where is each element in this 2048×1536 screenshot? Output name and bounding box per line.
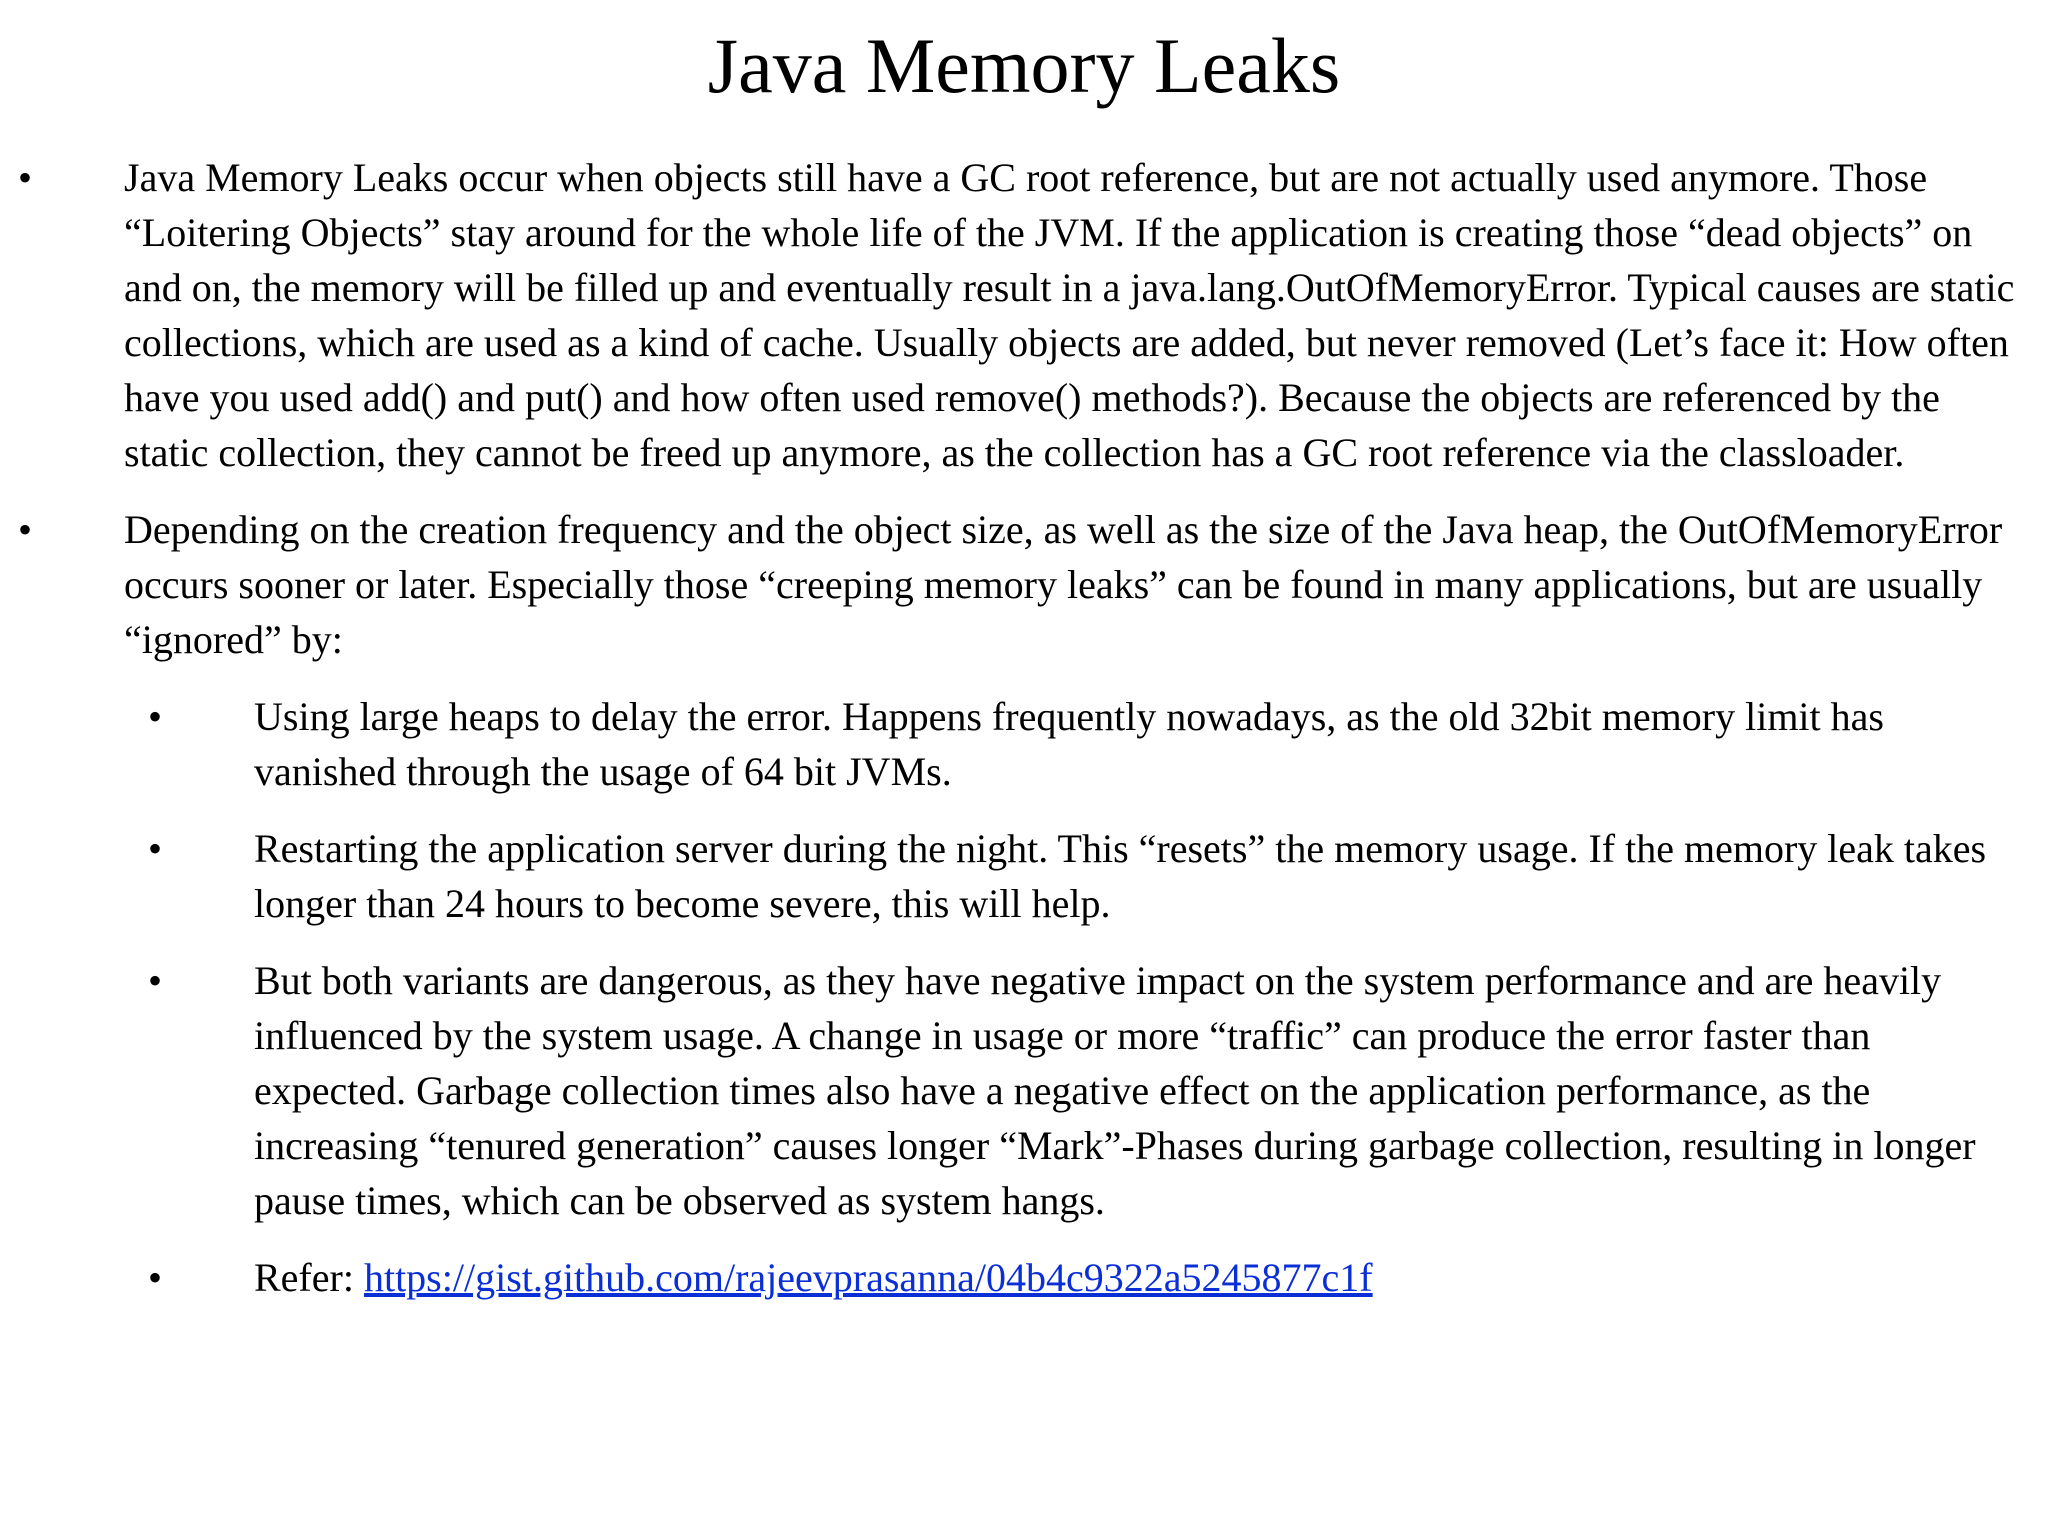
bullet-glyph: • (18, 507, 33, 552)
bullet-glyph: • (18, 155, 33, 200)
sub-bullet-glyph: • (148, 1255, 163, 1300)
bullet-item (0, 150, 2048, 480)
bullet-text: Depending on the creation frequency and the object size, as well as the size of the Java heap, the OutOfMemoryError occurs sooner or later. Especially those “creeping memory leaks” can be found in many applications, but are usually “ignored” by: (124, 507, 2003, 662)
sub-bullet-glyph: • (148, 958, 163, 1003)
sub-bullet-item (0, 953, 2048, 1228)
sub-bullet-glyph: • (148, 826, 163, 871)
sub-bullet-item (0, 689, 2048, 799)
sub-bullet-text: Restarting the application server during the night. This “resets” the memory usage. If the memory leak takes longer than 24 hours to become severe, this will help. (254, 826, 1987, 926)
bullet-item (0, 502, 2048, 667)
bullet-text: Java Memory Leaks occur when objects still have a GC root reference, but are not actually used anymore. Those “Loitering Objects” stay around for the whole life of the JVM. If the application is creating those “dead objects” on and on, the memory will be filled up and eventually result in a java.lang.OutOfMemoryError. Typical causes are static collections, which are used as a kind of cache. Usually objects are added, but never removed (Let’s face it: How often have you used add() and put() and how often used remove() methods?). Because the objects are referenced by the static collection, they cannot be freed up anymore, as the collection has a GC root reference via the classloader. (124, 155, 2015, 475)
sub-bullet-item (0, 821, 2048, 931)
sub-bullet-list (0, 689, 2048, 1305)
sublist-container (0, 689, 2048, 1305)
gist-link[interactable]: https://gist.github.com/rajeevprasanna/04b4c9322a5245877c1f (363, 1255, 1373, 1300)
sub-bullet-text: But both variants are dangerous, as they have negative impact on the system performance and are heavily influenced by the system usage. A change in usage or more “traffic” can produce the error faster than expected. Garbage collection times also have a negative effect on the application performance, as the increasing “tenured generation” causes longer “Mark”-Phases during garbage collection, resulting in longer pause times, which can be observed as system hangs. (254, 958, 1976, 1223)
slide-title: Java Memory Leaks (707, 22, 1341, 109)
sub-bullet-glyph: • (148, 694, 163, 739)
sub-bullet-item-refer (0, 1250, 2048, 1305)
sub-bullet-text: Using large heaps to delay the error. Happens frequently nowadays, as the old 32bit memory limit has vanished through the usage of 64 bit JVMs. (254, 694, 1884, 794)
bullet-list (0, 150, 2048, 1327)
refer-label: Refer: (254, 1255, 364, 1300)
